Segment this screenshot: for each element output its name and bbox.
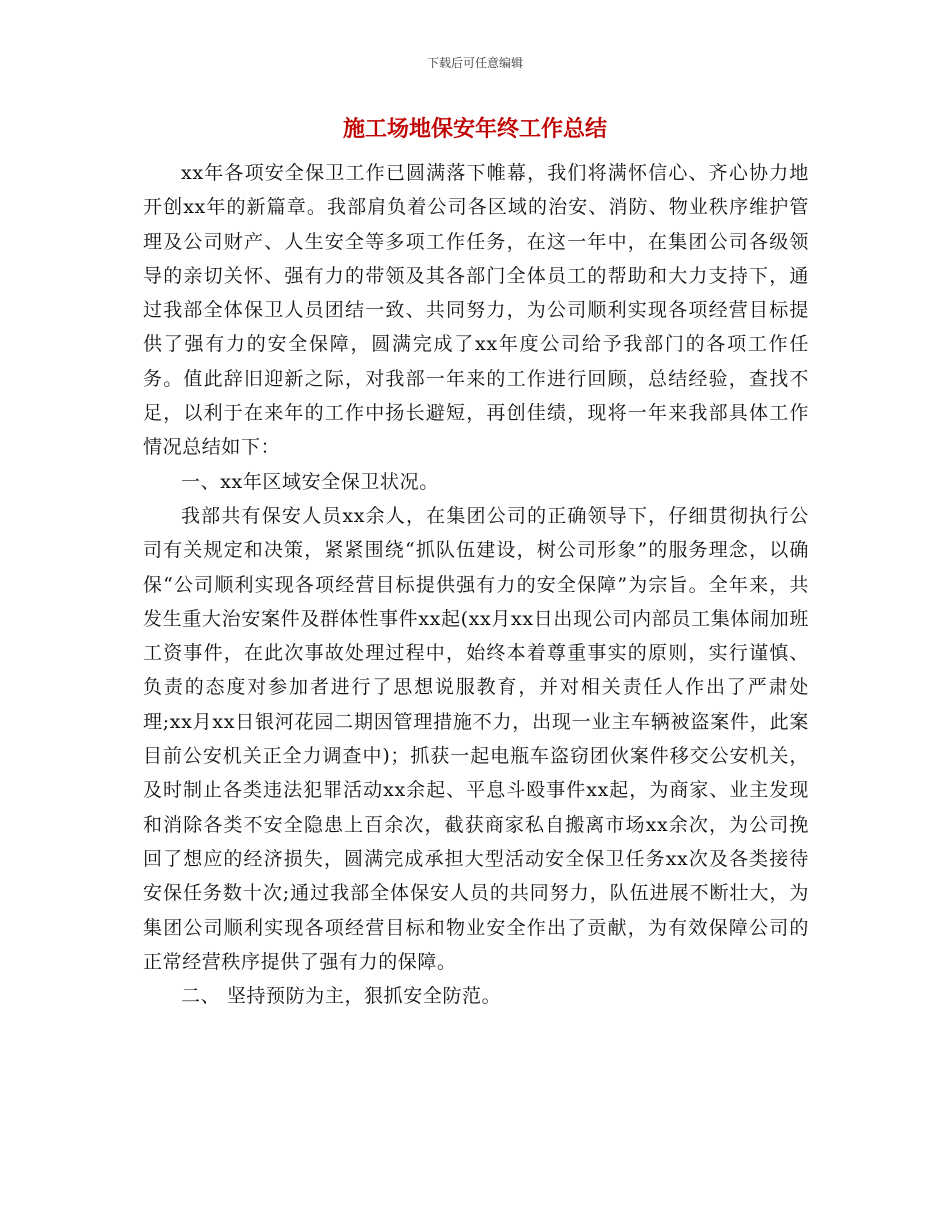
section-heading-1: 一、xx年区域安全保卫状况。 — [181, 470, 439, 493]
paragraph-section-1: 我部共有保安人员xx余人，在集团公司的正确领导下，仔细贯彻执行公司有关规定和决策，紧紧围绕“抓队伍建设，树公司形象”的服务理念，以确保“公司顺利实现各项经营目标提供强有力的安全保障”为宗旨。全年来，共发生重大治安案件及群体性事件xx起(xx月xx日出现公司内部员工集体闹加班工资事件，在此次事故处理过程中，始终本着尊重事实的原则，实行谨慎、负责的态度对参加者进行了思想说服教育，并对相关责任人作出了严肃处理;xx月xx日银河花园二期因管理措施不力，出现一业主车辆被盗案件，此案目前公安机关正全力调查中)；抓获一起电瓶车盗窃团伙案件移交公安机关，及时制止各类违法犯罪活动xx余起、平息斗殴事件xx起，为商家、业主发现和消除各类不安全隐患上百余次，截获商家私自搬离市场xx余次，为公司挽回了想应的经济损失，圆满完成承担大型活动安全保卫任务xx次及各类接待安保任务数十次;通过我部全体保安人员的共同努力，队伍进展不断壮大，为集团公司顺利实现各项经营目标和物业安全作出了贡献，为有效保障公司的正常经营秩序提供了强有力的保障。 — [143, 504, 809, 973]
document-body — [143, 156, 809, 1013]
document-title: 施工场地保安年终工作总结 — [342, 117, 607, 142]
section-heading-2: 二、 坚持预防为主，狠抓安全防范。 — [181, 985, 502, 1008]
paragraph-intro: xx年各项安全保卫工作已圆满落下帷幕，我们将满怀信心、齐心协力地开创xx年的新篇章。我部肩负着公司各区域的治安、消防、物业秩序维护管理及公司财产、人生安全等多项工作任务，在这一年中，在集团公司各级领导的亲切关怀、强有力的带领及其各部门全体员工的帮助和大力支持下，通过我部全体保卫人员团结一致、共同努力，为公司顺利实现各项经营目标提供了强有力的安全保障，圆满完成了xx年度公司给予我部门的各项工作任务。值此辞旧迎新之际，对我部一年来的工作进行回顾，总结经验，查找不足，以利于在来年的工作中扬长避短，再创佳绩，现将一年来我部具体工作情况总结如下： — [143, 162, 809, 459]
header-note: 下载后可任意编辑 — [426, 56, 523, 70]
